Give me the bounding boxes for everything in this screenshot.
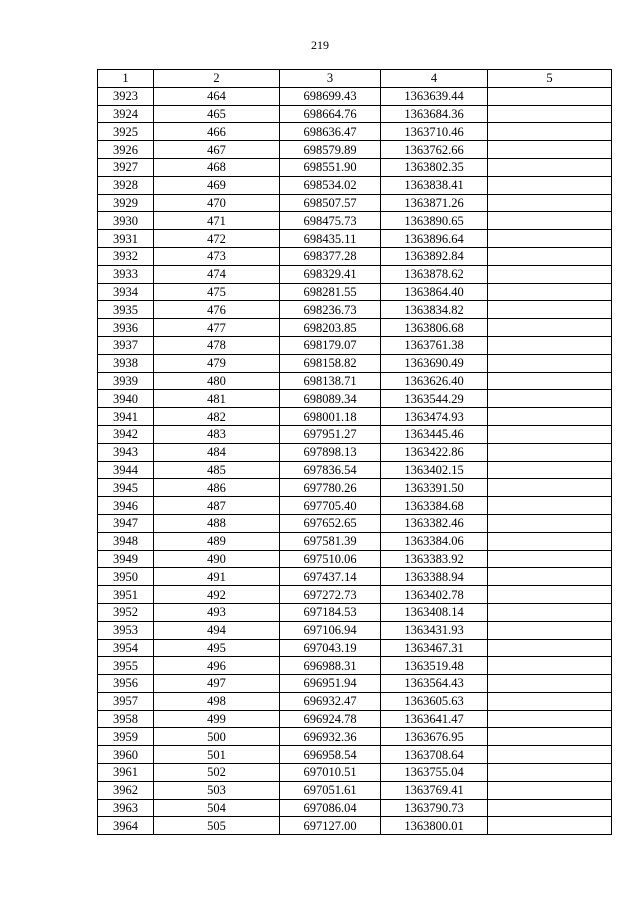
table-cell — [488, 141, 612, 159]
table-cell: 698551.90 — [280, 158, 381, 176]
table-cell: 3929 — [98, 194, 154, 212]
table-cell — [488, 728, 612, 746]
table-row — [98, 692, 612, 710]
table-cell: 3927 — [98, 158, 154, 176]
table-row — [98, 354, 612, 372]
table-cell: 697010.51 — [280, 764, 381, 782]
table-cell: 3936 — [98, 319, 154, 337]
table-cell: 3925 — [98, 123, 154, 141]
table-row — [98, 675, 612, 693]
table-cell: 696932.47 — [280, 692, 381, 710]
table-cell: 484 — [154, 443, 280, 461]
table-cell: 3938 — [98, 354, 154, 372]
table-cell: 1363676.95 — [381, 728, 488, 746]
table-row — [98, 319, 612, 337]
table-cell: 1363382.46 — [381, 514, 488, 532]
table-row — [98, 212, 612, 230]
table-cell: 1363544.29 — [381, 390, 488, 408]
table-cell — [488, 621, 612, 639]
table-cell: 698699.43 — [280, 87, 381, 105]
page-number: 219 — [311, 38, 329, 52]
table-cell: 1363864.40 — [381, 283, 488, 301]
table-cell — [488, 425, 612, 443]
table-cell: 482 — [154, 408, 280, 426]
table-cell: 487 — [154, 497, 280, 515]
table-cell — [488, 799, 612, 817]
table-cell — [488, 586, 612, 604]
table-cell — [488, 603, 612, 621]
table-cell: 1363383.92 — [381, 550, 488, 568]
table-cell: 1363402.78 — [381, 586, 488, 604]
table-cell: 698435.11 — [280, 230, 381, 248]
table-cell: 698507.57 — [280, 194, 381, 212]
table-row — [98, 247, 612, 265]
table-cell: 1363605.63 — [381, 692, 488, 710]
table-cell: 697127.00 — [280, 817, 381, 835]
table-cell: 1363519.48 — [381, 657, 488, 675]
table-cell — [488, 158, 612, 176]
table-cell — [488, 247, 612, 265]
table-cell — [488, 657, 612, 675]
table-cell — [488, 336, 612, 354]
table-cell: 1363641.47 — [381, 710, 488, 728]
column-header: 5 — [488, 70, 612, 88]
table-row — [98, 728, 612, 746]
table-cell: 1363871.26 — [381, 194, 488, 212]
table-cell — [488, 497, 612, 515]
table-row — [98, 176, 612, 194]
table-cell: 697652.65 — [280, 514, 381, 532]
table-cell: 3933 — [98, 265, 154, 283]
table-row — [98, 586, 612, 604]
table-cell: 1363802.35 — [381, 158, 488, 176]
table-cell: 696958.54 — [280, 746, 381, 764]
table-cell — [488, 390, 612, 408]
table-row — [98, 532, 612, 550]
table-cell — [488, 817, 612, 835]
table-cell — [488, 479, 612, 497]
table-cell: 480 — [154, 372, 280, 390]
table-cell: 698138.71 — [280, 372, 381, 390]
table-cell: 468 — [154, 158, 280, 176]
table-cell: 1363684.36 — [381, 105, 488, 123]
table-cell: 697581.39 — [280, 532, 381, 550]
table-cell: 3948 — [98, 532, 154, 550]
table-cell: 1363422.86 — [381, 443, 488, 461]
table-cell — [488, 568, 612, 586]
table-cell: 697272.73 — [280, 586, 381, 604]
table-cell: 697898.13 — [280, 443, 381, 461]
table-cell: 698579.89 — [280, 141, 381, 159]
table-cell: 3955 — [98, 657, 154, 675]
table-cell: 1363408.14 — [381, 603, 488, 621]
table-row — [98, 621, 612, 639]
column-header: 2 — [154, 70, 280, 88]
table-cell: 499 — [154, 710, 280, 728]
table-cell: 696932.36 — [280, 728, 381, 746]
table-row — [98, 443, 612, 461]
table-row — [98, 105, 612, 123]
table-cell — [488, 194, 612, 212]
table-cell: 471 — [154, 212, 280, 230]
table-cell — [488, 550, 612, 568]
table-row — [98, 461, 612, 479]
table-cell: 698281.55 — [280, 283, 381, 301]
table-cell: 698329.41 — [280, 265, 381, 283]
table-cell: 479 — [154, 354, 280, 372]
table-cell: 697184.53 — [280, 603, 381, 621]
table-row — [98, 283, 612, 301]
table-cell: 1363708.64 — [381, 746, 488, 764]
table-cell: 698089.34 — [280, 390, 381, 408]
table-cell — [488, 692, 612, 710]
column-header: 1 — [98, 70, 154, 88]
table-cell: 1363878.62 — [381, 265, 488, 283]
table-cell — [488, 265, 612, 283]
table-cell: 1363892.84 — [381, 247, 488, 265]
table-row — [98, 479, 612, 497]
table-cell: 464 — [154, 87, 280, 105]
table-cell: 1363761.38 — [381, 336, 488, 354]
table-cell: 3954 — [98, 639, 154, 657]
table-cell: 470 — [154, 194, 280, 212]
table-cell: 3945 — [98, 479, 154, 497]
table-cell: 698158.82 — [280, 354, 381, 372]
table-cell: 697836.54 — [280, 461, 381, 479]
table-cell: 698534.02 — [280, 176, 381, 194]
table-cell: 1363896.64 — [381, 230, 488, 248]
table-cell: 3942 — [98, 425, 154, 443]
table-cell: 3950 — [98, 568, 154, 586]
table-cell: 481 — [154, 390, 280, 408]
table-cell: 505 — [154, 817, 280, 835]
table-row — [98, 158, 612, 176]
table-cell: 3963 — [98, 799, 154, 817]
table-row — [98, 817, 612, 835]
table-cell: 3952 — [98, 603, 154, 621]
table-cell: 697051.61 — [280, 781, 381, 799]
table-row — [98, 746, 612, 764]
table-row — [98, 497, 612, 515]
table-cell — [488, 354, 612, 372]
table-cell: 3926 — [98, 141, 154, 159]
table-cell: 3944 — [98, 461, 154, 479]
table-cell: 3953 — [98, 621, 154, 639]
table-cell: 3923 — [98, 87, 154, 105]
table-cell: 3958 — [98, 710, 154, 728]
table-cell: 1363769.41 — [381, 781, 488, 799]
table-cell: 697086.04 — [280, 799, 381, 817]
table-cell — [488, 372, 612, 390]
table-cell: 696951.94 — [280, 675, 381, 693]
table-cell: 3957 — [98, 692, 154, 710]
table-cell — [488, 764, 612, 782]
table-cell — [488, 87, 612, 105]
table-cell: 1363838.41 — [381, 176, 488, 194]
table-cell: 1363800.01 — [381, 817, 488, 835]
table-cell: 697106.94 — [280, 621, 381, 639]
table-cell: 697705.40 — [280, 497, 381, 515]
table-cell: 698236.73 — [280, 301, 381, 319]
table-cell: 697043.19 — [280, 639, 381, 657]
table-cell: 477 — [154, 319, 280, 337]
table-cell: 697780.26 — [280, 479, 381, 497]
table-cell: 3961 — [98, 764, 154, 782]
table-cell: 1363402.15 — [381, 461, 488, 479]
table-cell: 3935 — [98, 301, 154, 319]
table-body — [98, 87, 612, 834]
table-row — [98, 425, 612, 443]
table-cell: 1363639.44 — [381, 87, 488, 105]
table-cell: 3946 — [98, 497, 154, 515]
table-cell — [488, 781, 612, 799]
table-cell — [488, 230, 612, 248]
table-row — [98, 799, 612, 817]
table-cell: 3939 — [98, 372, 154, 390]
table-cell: 3962 — [98, 781, 154, 799]
table-cell: 697437.14 — [280, 568, 381, 586]
table-cell: 3931 — [98, 230, 154, 248]
table-cell — [488, 123, 612, 141]
table-cell: 488 — [154, 514, 280, 532]
table-cell: 698664.76 — [280, 105, 381, 123]
table-cell: 697951.27 — [280, 425, 381, 443]
table-row — [98, 301, 612, 319]
table-cell — [488, 746, 612, 764]
table-cell — [488, 105, 612, 123]
table-row — [98, 87, 612, 105]
table-cell: 496 — [154, 657, 280, 675]
table-cell: 476 — [154, 301, 280, 319]
table-row — [98, 194, 612, 212]
table-cell: 466 — [154, 123, 280, 141]
table-cell: 483 — [154, 425, 280, 443]
table-cell: 3949 — [98, 550, 154, 568]
table-cell: 1363806.68 — [381, 319, 488, 337]
table-cell — [488, 283, 612, 301]
table-cell: 501 — [154, 746, 280, 764]
table-cell: 498 — [154, 692, 280, 710]
table-cell: 497 — [154, 675, 280, 693]
table-row — [98, 764, 612, 782]
table-cell — [488, 176, 612, 194]
column-header: 3 — [280, 70, 381, 88]
table-cell: 475 — [154, 283, 280, 301]
table-cell: 698636.47 — [280, 123, 381, 141]
coordinates-table — [97, 69, 612, 835]
table-cell: 478 — [154, 336, 280, 354]
table-cell: 1363391.50 — [381, 479, 488, 497]
column-header: 4 — [381, 70, 488, 88]
table-cell: 1363790.73 — [381, 799, 488, 817]
table-cell — [488, 212, 612, 230]
table-cell: 494 — [154, 621, 280, 639]
table-cell — [488, 461, 612, 479]
table-cell: 3924 — [98, 105, 154, 123]
table-row — [98, 123, 612, 141]
table-row — [98, 336, 612, 354]
table-cell: 696988.31 — [280, 657, 381, 675]
table-cell: 1363384.06 — [381, 532, 488, 550]
table-cell: 698475.73 — [280, 212, 381, 230]
table-cell: 467 — [154, 141, 280, 159]
table-row — [98, 141, 612, 159]
table-cell: 485 — [154, 461, 280, 479]
table-cell: 1363626.40 — [381, 372, 488, 390]
table-row — [98, 639, 612, 657]
table-cell: 469 — [154, 176, 280, 194]
table-cell: 3937 — [98, 336, 154, 354]
table-cell: 502 — [154, 764, 280, 782]
table-cell — [488, 408, 612, 426]
table-row — [98, 265, 612, 283]
table-cell: 465 — [154, 105, 280, 123]
table-row — [98, 603, 612, 621]
table-row — [98, 550, 612, 568]
table-cell: 698203.85 — [280, 319, 381, 337]
table-cell: 492 — [154, 586, 280, 604]
table-cell — [488, 675, 612, 693]
table-cell: 3959 — [98, 728, 154, 746]
table-cell — [488, 301, 612, 319]
table-row — [98, 568, 612, 586]
table-cell: 3943 — [98, 443, 154, 461]
table-cell: 696924.78 — [280, 710, 381, 728]
table-row — [98, 781, 612, 799]
table-cell: 491 — [154, 568, 280, 586]
table-row — [98, 657, 612, 675]
table-cell: 1363474.93 — [381, 408, 488, 426]
table-cell: 1363384.68 — [381, 497, 488, 515]
table-cell: 3951 — [98, 586, 154, 604]
table-cell: 1363431.93 — [381, 621, 488, 639]
table-row — [98, 408, 612, 426]
table-cell: 1363834.82 — [381, 301, 488, 319]
table-row — [98, 372, 612, 390]
table-cell: 1363388.94 — [381, 568, 488, 586]
table-cell: 698001.18 — [280, 408, 381, 426]
table-cell: 698179.07 — [280, 336, 381, 354]
table-cell: 1363710.46 — [381, 123, 488, 141]
table-cell — [488, 639, 612, 657]
table-cell: 1363445.46 — [381, 425, 488, 443]
table-cell: 697510.06 — [280, 550, 381, 568]
table-cell: 1363755.04 — [381, 764, 488, 782]
table-row — [98, 230, 612, 248]
table-cell: 3964 — [98, 817, 154, 835]
table-cell: 504 — [154, 799, 280, 817]
table-cell — [488, 532, 612, 550]
table-cell: 3940 — [98, 390, 154, 408]
table-cell: 489 — [154, 532, 280, 550]
table-cell: 3960 — [98, 746, 154, 764]
table-cell: 474 — [154, 265, 280, 283]
table-row — [98, 710, 612, 728]
table-header-row — [98, 70, 612, 88]
table-cell: 3941 — [98, 408, 154, 426]
table-cell: 3947 — [98, 514, 154, 532]
table-cell: 473 — [154, 247, 280, 265]
table-cell: 490 — [154, 550, 280, 568]
table-cell — [488, 443, 612, 461]
table-cell — [488, 514, 612, 532]
table-cell: 500 — [154, 728, 280, 746]
table-cell — [488, 319, 612, 337]
table-row — [98, 390, 612, 408]
table-cell: 503 — [154, 781, 280, 799]
table-cell: 3930 — [98, 212, 154, 230]
table-cell: 472 — [154, 230, 280, 248]
table-cell: 1363690.49 — [381, 354, 488, 372]
table-cell: 3932 — [98, 247, 154, 265]
table-cell: 698377.28 — [280, 247, 381, 265]
table-cell: 1363890.65 — [381, 212, 488, 230]
table-cell: 3928 — [98, 176, 154, 194]
table-cell: 1363564.43 — [381, 675, 488, 693]
table-cell: 1363762.66 — [381, 141, 488, 159]
table-cell: 486 — [154, 479, 280, 497]
table-cell: 1363467.31 — [381, 639, 488, 657]
table-row — [98, 514, 612, 532]
table-cell: 493 — [154, 603, 280, 621]
table-cell: 3956 — [98, 675, 154, 693]
table-cell: 495 — [154, 639, 280, 657]
table-cell: 3934 — [98, 283, 154, 301]
table-cell — [488, 710, 612, 728]
